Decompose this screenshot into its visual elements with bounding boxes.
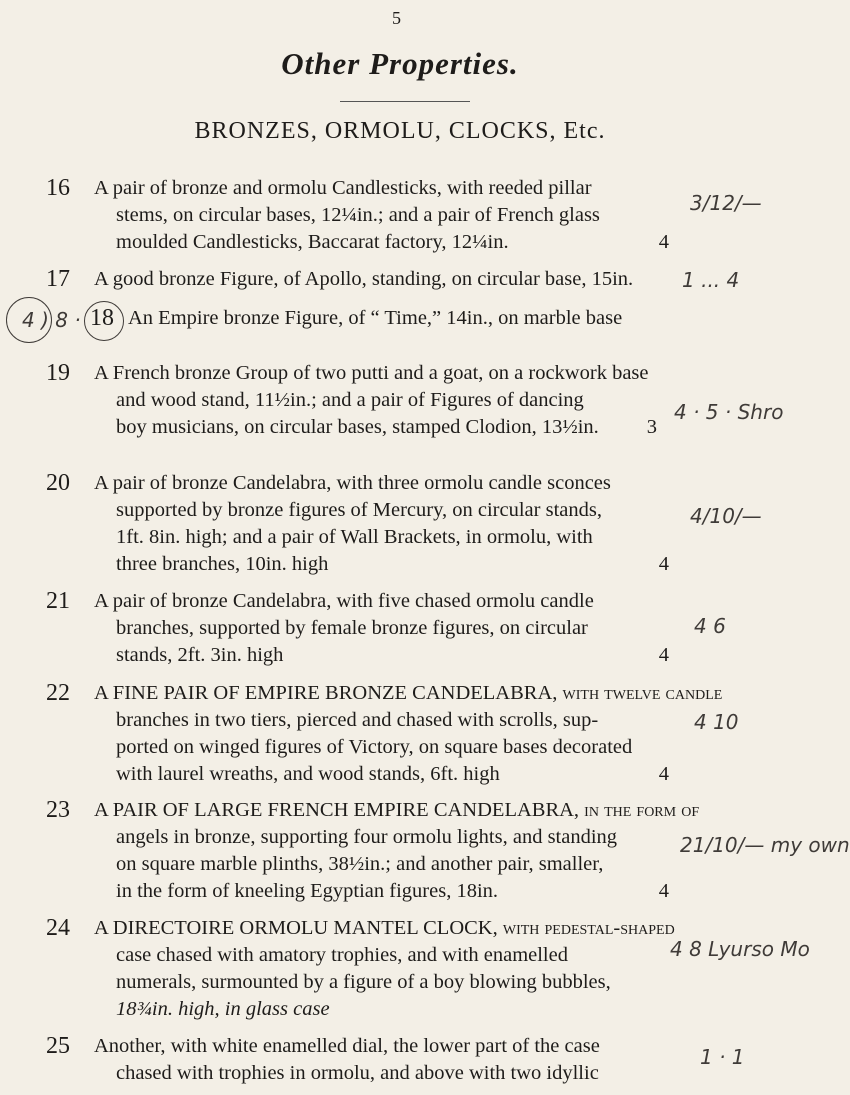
lot-line: angels in bronze, supporting four ormolu lights, and standing	[116, 826, 618, 848]
heading-rule	[340, 101, 470, 102]
lot-line: ported on winged figures of Victory, on square bases decorated	[116, 736, 633, 758]
lot-line: three branches, 10in. high	[116, 553, 329, 575]
lot-number: 22	[46, 680, 70, 706]
lot-line: in the form of kneeling Egyptian figures, 18in.	[116, 880, 499, 902]
lot-line: 18¾in. high, in glass case	[116, 998, 330, 1020]
lot-number: 20	[46, 470, 70, 496]
page-heading: Other Properties.	[281, 46, 519, 81]
lot-line: with laurel wreaths, and wood stands, 6ft. high	[116, 763, 500, 785]
handwritten-price: 4 10	[694, 710, 739, 734]
lot-quantity: 4	[658, 553, 669, 575]
lot-number: 19	[46, 360, 70, 386]
lot-line: stands, 2ft. 3in. high	[116, 644, 284, 666]
lot-line: moulded Candlesticks, Baccarat factory, 12¼in.	[116, 231, 509, 253]
lot-line: case chased with amatory trophies, and with enamelled	[116, 944, 568, 966]
handwritten-price: 1 · 1	[700, 1045, 745, 1069]
handwritten-price: 4 6	[694, 614, 726, 638]
lot-line: A pair of bronze Candelabra, with five chased ormolu candle	[94, 590, 594, 612]
page-number: 5	[392, 8, 401, 28]
lot-number: 25	[46, 1033, 70, 1059]
lot-line: numerals, surmounted by a figure of a boy blowing bubbles,	[116, 971, 611, 993]
lot-number: 24	[46, 915, 70, 941]
handwritten-price: 1 ... 4	[682, 268, 740, 292]
lot-quantity: 4	[658, 644, 669, 666]
lot-number: 17	[46, 266, 70, 292]
lot-quantity: 4	[658, 880, 669, 902]
lot-line: 1ft. 8in. high; and a pair of Wall Brackets, in ormolu, with	[116, 526, 593, 548]
lot-line: A FINE PAIR OF EMPIRE BRONZE CANDELABRA, with twelve candle	[94, 682, 723, 704]
lot-line: stems, on circular bases, 12¼in.; and a pair of French glass	[116, 204, 600, 226]
handwritten-price: 4 8 Lyurso Mo	[670, 937, 810, 961]
lot-line: A PAIR OF LARGE FRENCH EMPIRE CANDELABRA, in the form of	[94, 799, 700, 821]
lot-line: branches, supported by female bronze figures, on circular	[116, 617, 588, 639]
lot-number: 18	[90, 305, 114, 331]
lot-line: on square marble plinths, 38½in.; and another pair, smaller,	[116, 853, 604, 875]
lot-line: A DIRECTOIRE ORMOLU MANTEL CLOCK, with pedestal-shaped	[94, 917, 675, 939]
lot-line: An Empire bronze Figure, of “ Time,” 14in., on marble base	[128, 307, 623, 329]
section-subheading: BRONZES, ORMOLU, CLOCKS, Etc.	[194, 118, 606, 144]
lot-line: branches in two tiers, pierced and chased with scrolls, sup-	[116, 709, 599, 731]
lot-line: chased with trophies in ormolu, and above with two idyllic	[116, 1062, 599, 1084]
lot-line: supported by bronze figures of Mercury, on circular stands,	[116, 499, 602, 521]
lot-line: A pair of bronze and ormolu Candlesticks, with reeded pillar	[94, 177, 592, 199]
handwritten-price: 4 ) 8 ·	[22, 308, 81, 332]
handwritten-price: 4 · 5 · Shro	[674, 400, 784, 424]
lot-quantity: 4	[658, 763, 669, 785]
lot-line: A pair of bronze Candelabra, with three ormolu candle sconces	[94, 472, 611, 494]
lot-line: A good bronze Figure, of Apollo, standing, on circular base, 15in.	[94, 268, 634, 290]
lot-line: Another, with white enamelled dial, the lower part of the case	[94, 1035, 600, 1057]
lot-line: boy musicians, on circular bases, stamped Clodion, 13½in.	[116, 416, 599, 438]
handwritten-price: 21/10/— my own	[680, 833, 850, 857]
lot-quantity: 3	[646, 416, 657, 438]
lot-number: 21	[46, 588, 70, 614]
lot-number: 16	[46, 175, 70, 201]
lot-number: 23	[46, 797, 70, 823]
handwritten-price: 4/10/—	[690, 504, 762, 528]
lot-quantity: 4	[658, 231, 669, 253]
lot-line: A French bronze Group of two putti and a goat, on a rockwork base	[94, 362, 649, 384]
handwritten-price: 3/12/—	[690, 191, 762, 215]
lot-line: and wood stand, 11½in.; and a pair of Figures of dancing	[116, 389, 584, 411]
